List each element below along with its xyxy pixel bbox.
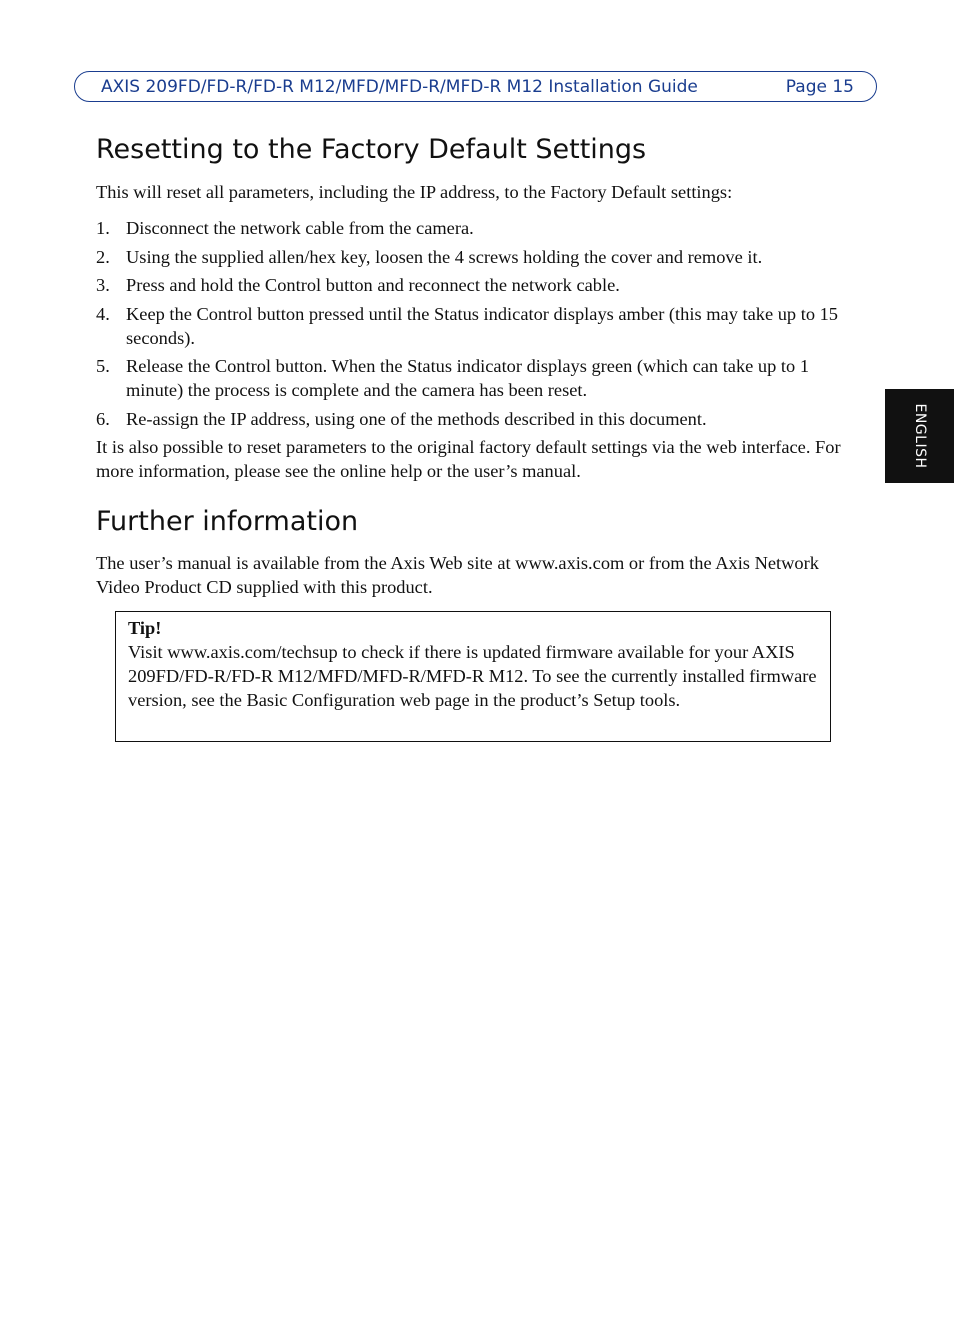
list-item: [96, 245, 856, 269]
language-tab-label: ENGLISH: [911, 403, 928, 469]
reset-heading: Resetting to the Factory Default Settings: [96, 134, 647, 165]
step-text: Keep the Control button pressed until the Status indicator displays amber (this may take up to 15 seconds).: [126, 303, 838, 348]
document-title: AXIS 209FD/FD-R/FD-R M12/MFD/MFD-R/MFD-R M12 Installation Guide: [101, 77, 698, 97]
tip-box: [115, 611, 831, 742]
step-text: Press and hold the Control button and reconnect the network cable.: [126, 275, 620, 295]
reset-outro: It is also possible to reset parameters to the original factory default settings via the web interface. For more information, please see the online help or the user’s manual.: [96, 437, 841, 481]
page-header: [74, 71, 877, 102]
step-text: Re-assign the IP address, using one of the methods described in this document.: [126, 408, 707, 429]
tip-title: Tip!: [128, 618, 162, 638]
step-number: 3.: [96, 275, 110, 295]
step-number: 4.: [96, 303, 110, 324]
tip-body: Visit www.axis.com/techsup to check if there is updated firmware available for your AXIS 209FD/FD-R/FD-R M12/MFD/MFD-R/MFD-R M12. To see the currently installed firmware version, see the Basic Configuration web page in the product’s Setup tools.: [128, 642, 817, 710]
step-text: Disconnect the network cable from the camera.: [126, 218, 474, 238]
page-number: Page 15: [785, 77, 854, 97]
reset-intro: This will reset all parameters, including the IP address, to the Factory Default settings:: [96, 182, 733, 202]
list-item: [96, 216, 856, 240]
step-number: 1.: [96, 218, 110, 238]
step-number: 6.: [96, 408, 110, 429]
reset-steps-list: [96, 216, 856, 435]
further-body: The user’s manual is available from the Axis Web site at www.axis.com or from the Axis Network Video Product CD supplied with this product.: [96, 553, 819, 597]
step-number: 2.: [96, 246, 110, 267]
list-item: [96, 273, 856, 297]
step-text: Using the supplied allen/hex key, loosen the 4 screws holding the cover and remove it.: [126, 246, 763, 267]
list-item: [96, 407, 856, 431]
language-tab: [885, 389, 954, 483]
step-text: Release the Control button. When the Status indicator displays green (which can take up to 1 minute) the process is complete and the camera has been reset.: [126, 356, 810, 400]
list-item: [96, 302, 856, 350]
further-heading: Further information: [96, 506, 359, 537]
list-item: [96, 354, 856, 402]
step-number: 5.: [96, 356, 110, 376]
